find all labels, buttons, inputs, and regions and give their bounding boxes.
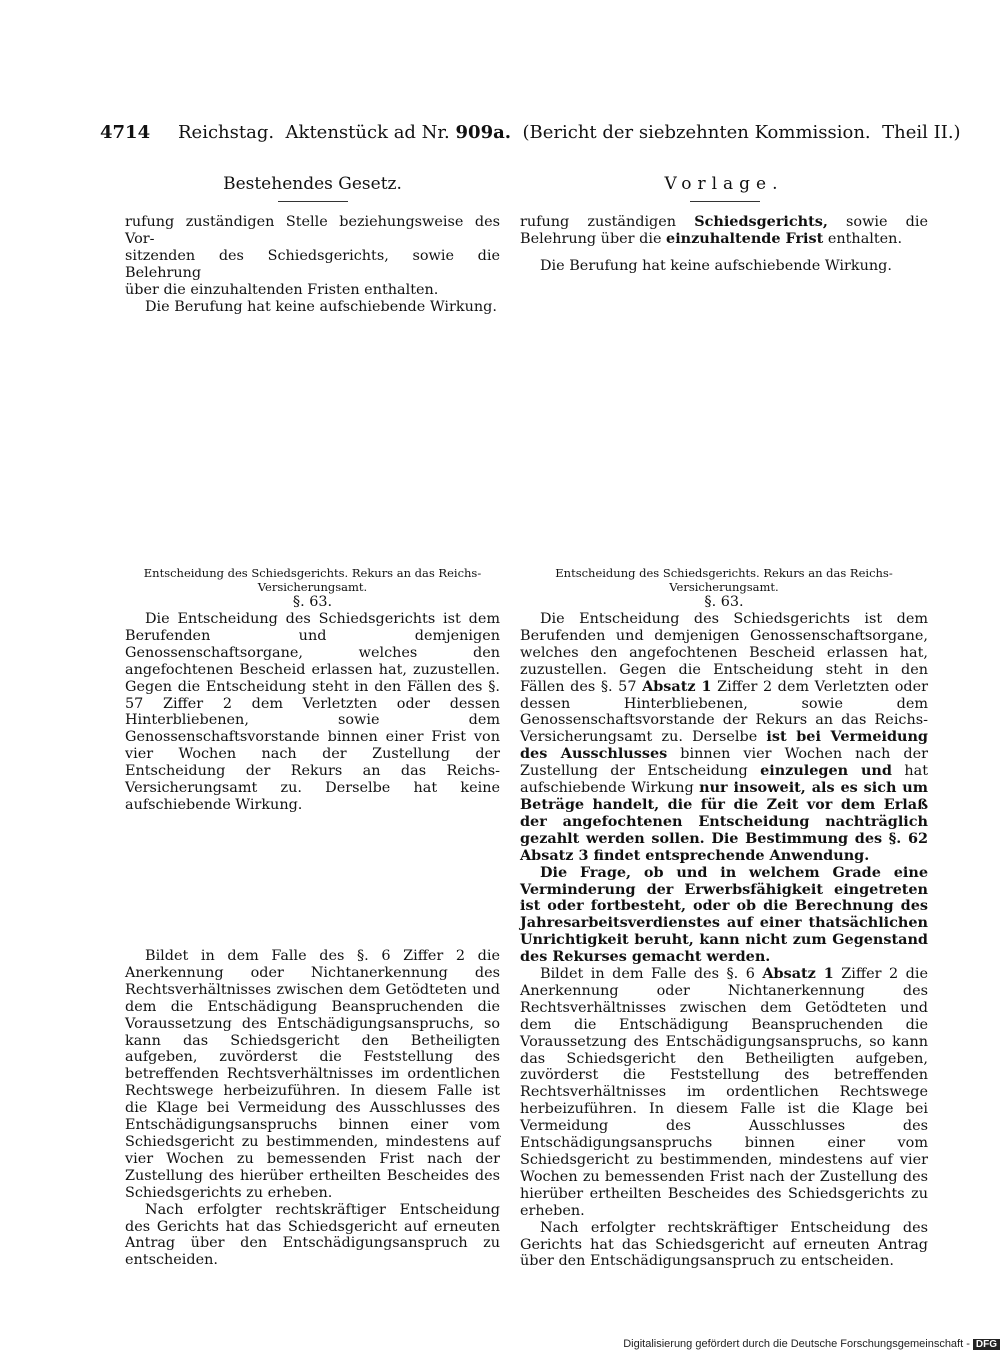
left-top-line: über die einzuhaltenden Fristen enthalten. [125, 281, 439, 298]
left-s63-block [125, 567, 500, 814]
left-paragraph: Bildet in dem Falle des §. 6 Ziffer 2 die Anerkennung oder Nichtanerkennung des Rechtsverhältnisses zwischen dem Getödteten und dem die Entschädigung Beanspruchenden die Voraussetzung des Entschädigungsanspruchs, so kann das Schiedsgericht den Betheiligten aufgeben, zuvörderst die Feststellung des betreffenden Rechtsverhältnisses im ordentlichen Rechtswege herbeizuführen. In diesem Falle ist die Klage bei Vermeidung des Ausschlusses des Entschädigungsanspruchs binnen einer vom Schiedsgericht zu bestimmenden, mindestens auf vier Wochen zu bemessenden Frist nach der Zustellung des hierüber ertheilten Bescheides des Schiedsgerichts zu erheben. [125, 948, 500, 1201]
footer-credit: Digitalisierung gefördert durch die Deutsche Forschungsgemeinschaft - [623, 1338, 970, 1350]
left-heading-rule [278, 201, 348, 202]
right-s63-block [520, 567, 928, 1270]
right-s63-para1: Die Entscheidung des Schiedsgerichts ist dem Berufenden und demjenigen Genossenschaftsorgane, welches den angefochtenen Bescheid erlassen hat, zuzustellen. Gegen die Entscheidung steht in den Fällen des §. 57 Absatz 1 Ziffer 2 dem Verletzten oder dessen Hinterbliebenen, sowie dem Genossenschaftsvorstande der Rekurs an das Reichs-Versicherungsamt zu. Derselbe ist bei Vermeidung des Ausschlusses binnen vier Wochen nach der Zustellung der Entscheidung einzulegen und hat aufschiebende Wirkung nur insoweit, als es sich um Beträge handelt, die für die Zeit vor dem Erlaß der angefochtenen Entscheidung nachträglich gezahlt werden sollen. Die Bestimmung des §. 62 Absatz 3 findet entsprechende Anwendung. [520, 611, 928, 864]
right-paragraph: Bildet in dem Falle des §. 6 Absatz 1 Ziffer 2 die Anerkennung oder Nichtanerkennung des Rechtsverhältnisses zwischen dem Getödteten und dem die Entschädigung Beanspruchenden die Voraussetzung des Entschädigungsanspruchs, so kann das Schiedsgericht den Betheiligten aufgeben, zuvörderst die Feststellung des betreffenden Rechtsverhältnisses im ordentlichen Rechtswege herbeizuführen. In diesem Falle ist die Klage bei Vermeidung des Ausschlusses des Entschädigungsanspruchs binnen einer vom Schiedsgericht zu bestimmenden, mindestens auf vier Wochen zu bemessenden Frist nach der Zustellung des hierüber ertheilten Bescheides des Schiedsgerichts zu erheben. [520, 965, 928, 1219]
right-top-para: rufung zuständigen Schiedsgerichts, sowie die Belehrung über die einzuhaltende Frist enthalten. [520, 213, 928, 247]
left-s63-text: Die Entscheidung des Schiedsgerichts ist dem Berufenden und demjenigen Genossenschaftsorgane, welches den angefochtenen Bescheid erlassen hat, zuzustellen. Gegen die Entscheidung steht in den Fällen des §. 57 Ziffer 2 dem Verletzten oder dessen Hinterbliebenen, sowie dem Genossenschaftsvorstande binnen einer Frist von vier Wochen nach der Zustellung der Entscheidung der Rekurs an das Reichs-Versicherungsamt zu. Derselbe hat keine aufschiebende Wirkung. [125, 611, 500, 813]
dfg-logo: DFG [973, 1339, 1000, 1350]
page-number: 4714 [100, 122, 151, 143]
right-section-number: §. 63. [704, 594, 744, 610]
header-title: Reichstag. Aktenstück ad Nr. 909a. (Bericht der siebzehnten Kommission. Theil II.) [178, 122, 961, 143]
left-paragraph: Nach erfolgter rechtskräftiger Entscheidung des Gerichts hat das Schiedsgericht auf erneuten Antrag über den Entschädigungsanspruch zu entscheiden. [125, 1201, 500, 1269]
right-s63-para2: Die Frage, ob und in welchem Grade eine Verminderung der Erwerbsfähigkeit eingetreten ist oder fortbesteht, oder ob die Berechnung des Jahresarbeitsverdienstes auf einer thatsächlichen Unrichtigkeit beruht, kann nicht zum Gegenstand des Rekurses gemacht werden. [520, 863, 928, 966]
right-top-para2: Die Berufung hat keine aufschiebende Wirkung. [540, 257, 892, 274]
right-top-block [520, 214, 928, 275]
left-column-heading: Bestehendes Gesetz. [223, 174, 402, 194]
right-heading-rule [690, 201, 760, 202]
page-header [100, 122, 961, 152]
right-column-heading: Vorlage. [664, 174, 784, 194]
left-top-block [125, 214, 500, 315]
left-top-line: rufung zuständigen Stelle beziehungsweise des Vor- [125, 214, 500, 247]
page-footer [623, 1338, 1000, 1350]
left-top-para2: Die Berufung hat keine aufschiebende Wirkung. [145, 298, 497, 315]
left-section-number: §. 63. [292, 594, 333, 610]
left-top-line: sitzenden des Schiedsgerichts, sowie die Belehrung [125, 247, 500, 281]
right-paragraph: Nach erfolgter rechtskräftiger Entscheidung des Gerichts hat das Schiedsgericht auf erneuten Antrag über den Entschädigungsanspruch zu entscheiden. [520, 1219, 928, 1270]
left-side-note: Entscheidung des Schiedsgerichts. Rekurs an das Reichs-Versicherungsamt. [143, 566, 482, 594]
left-p2-block [125, 948, 500, 1269]
right-side-note: Entscheidung des Schiedsgerichts. Rekurs an das Reichs-Versicherungsamt. [555, 566, 893, 594]
